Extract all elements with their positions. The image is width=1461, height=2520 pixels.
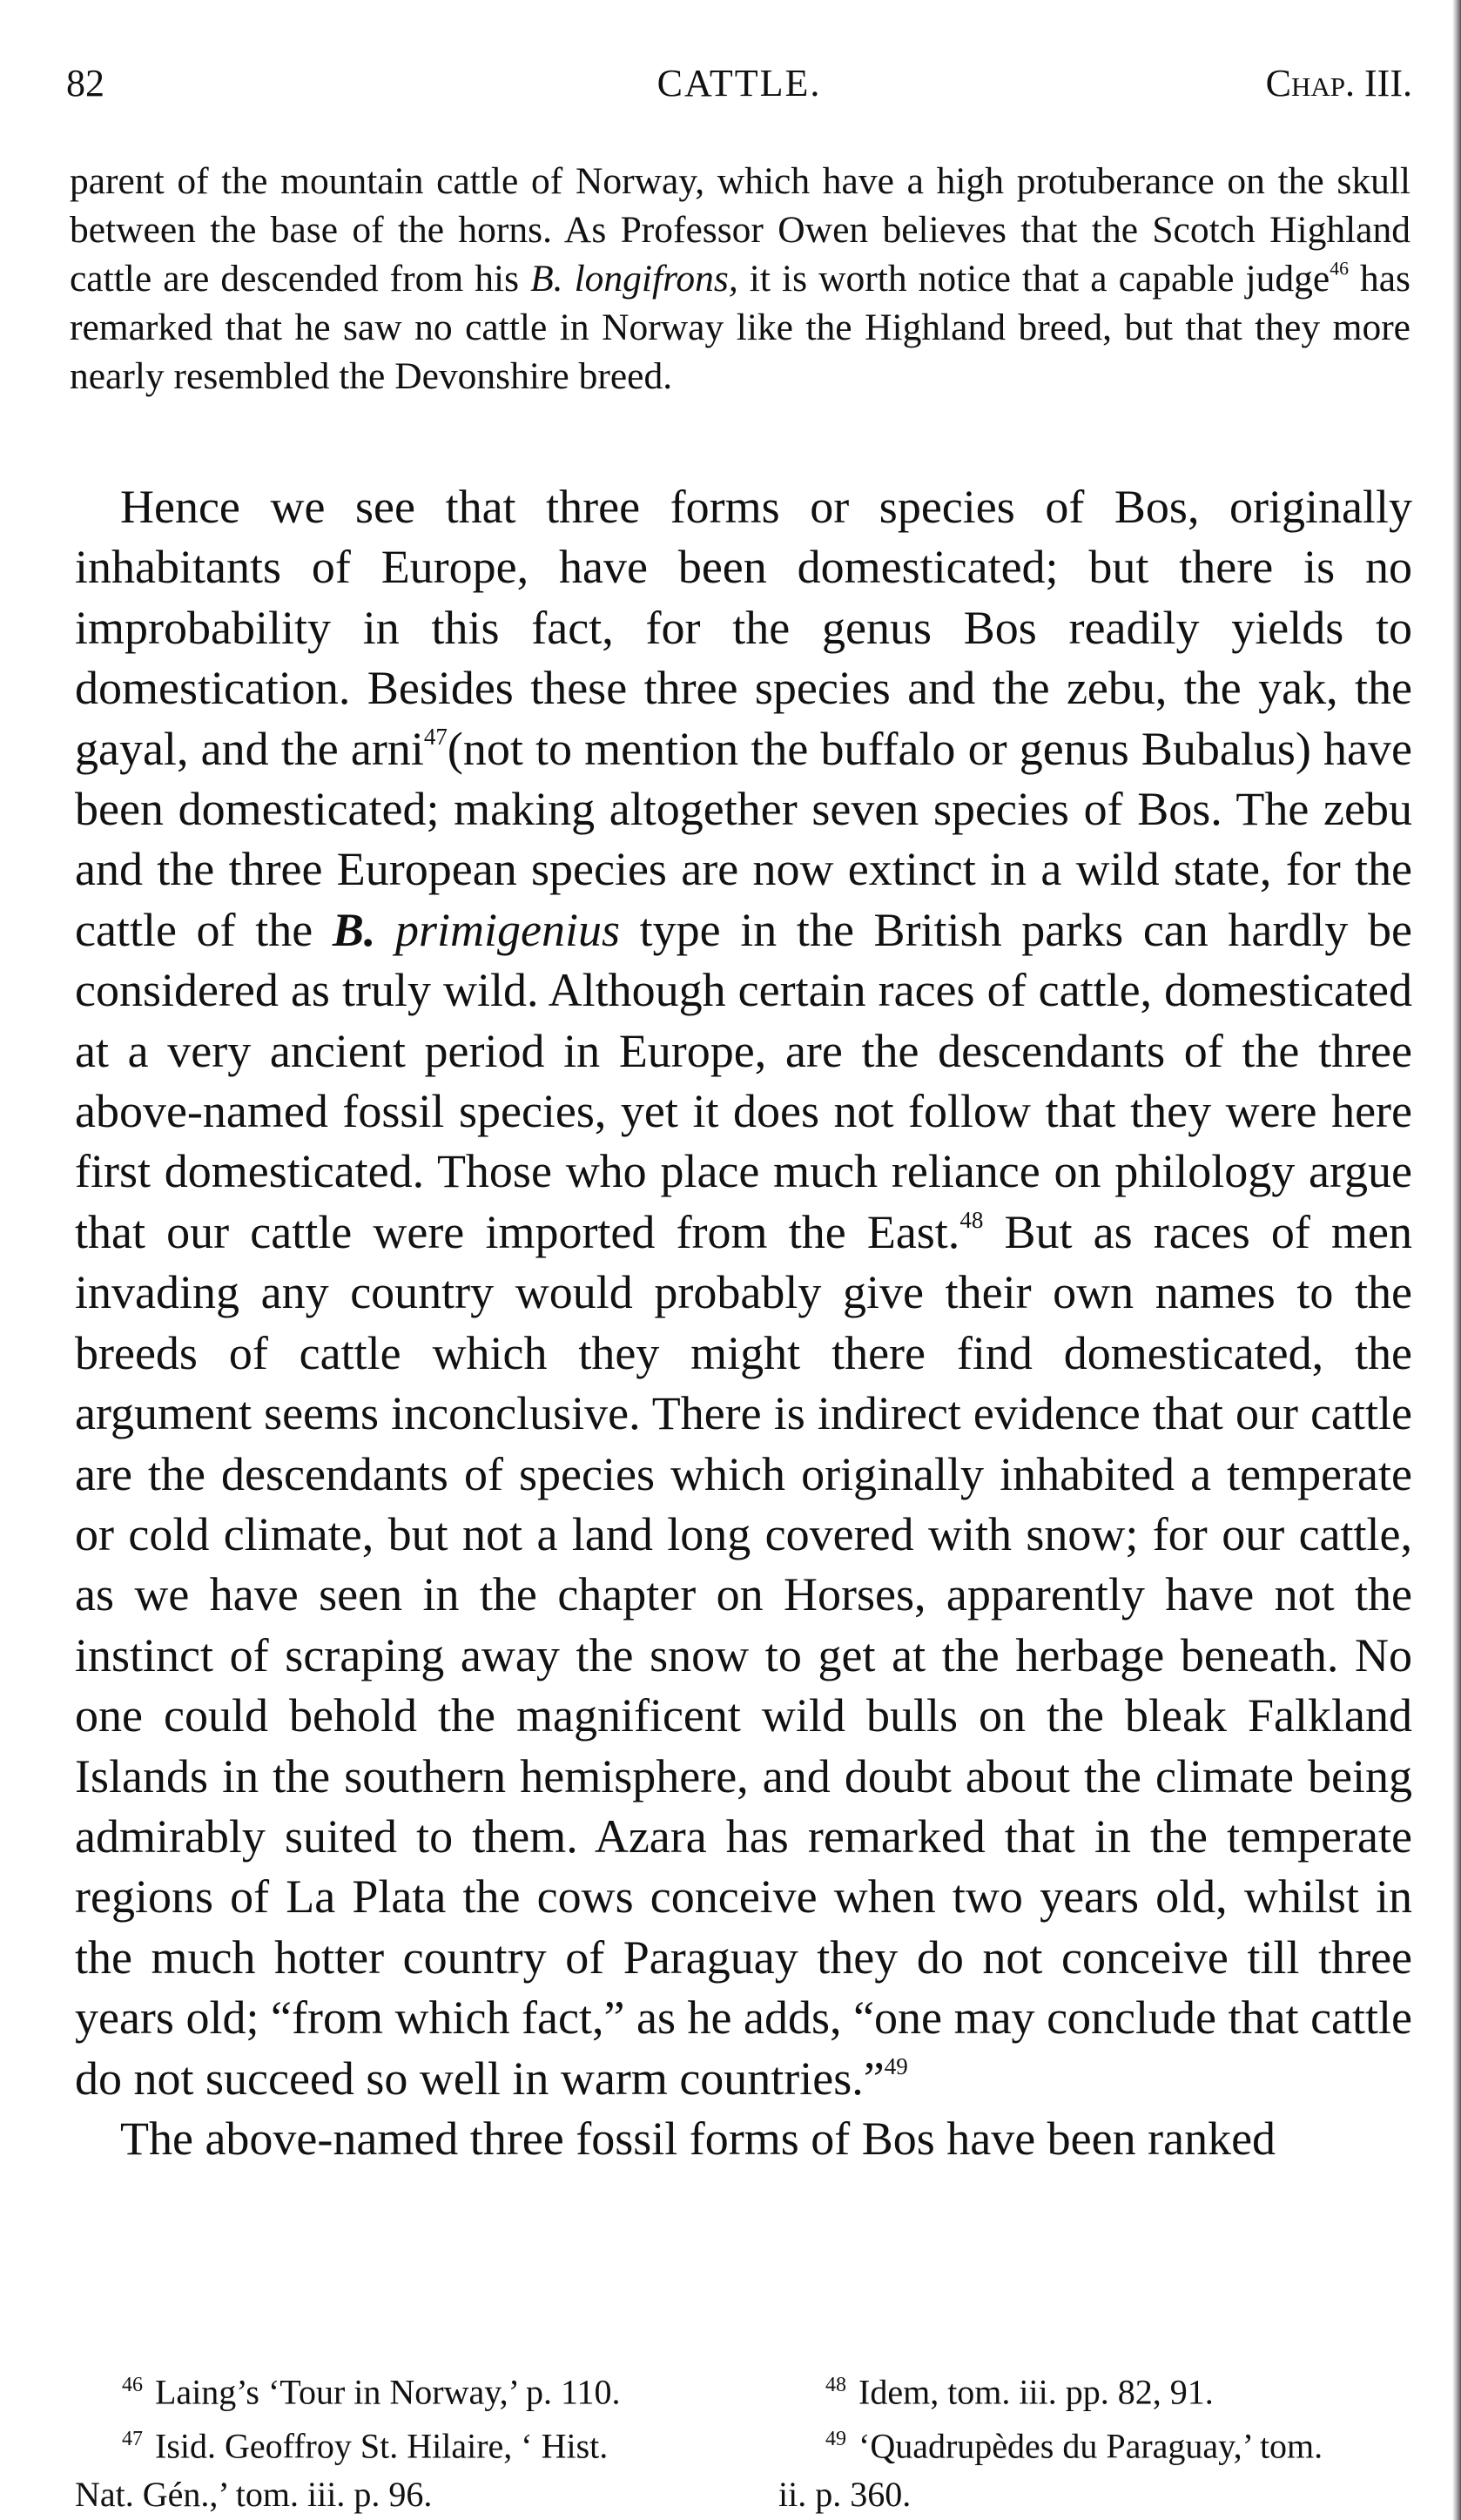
footnote xyxy=(778,2416,1412,2517)
intro-text-part: parent of the mountain cattle of Norway, which have a high protuberance on the skull between the base of the horns. As Professor Owen believes that the Scotch Highland cattle are descended from his xyxy=(70,160,1411,300)
footnote xyxy=(778,2362,1412,2416)
footnote-number: 48 xyxy=(825,2374,846,2396)
intro-text-part: it is worth notice that a capable judge xyxy=(737,258,1330,300)
footnote-ref: 46 xyxy=(1330,258,1349,280)
footnote-column-left xyxy=(75,2362,737,2518)
main-text xyxy=(75,477,1412,2169)
paragraph-text: But as races of men invading any country would probably give their own names to the breeds of cattle which they might there find domesticated, the argument seems inconclusive. There is indirect evidence that our cattle are the descendants of species which originally inhabited a temperate or cold climate, but not a land long covered with snow; for our cattle, as we have seen in the chapter on Horses, apparently have not the instinct of scraping away the snow to get at the herbage beneath. No one could behold the magnificent wild bulls on the bleak Falkland Islands in the southern hemisphere, and doubt about the climate being admirably suited to them. Azara has remarked that in the temperate regions of La Plata the cows conceive when two years old, whilst in the much hotter country of Paraguay they do not conceive till three years old; “from which fact,” as he adds, “one may conclude that cattle do not succeed so well in warm countries.” xyxy=(75,1205,1412,2105)
page-edge-shadow xyxy=(1452,0,1461,2520)
running-title: CATTLE. xyxy=(656,62,822,104)
footnote xyxy=(75,2416,737,2517)
paragraph-text: Hence we see that three forms or species of Bos, originally inhabitants of Europe, have been domesticated; but there is no improbability in this fact, for the genus Bos readily yields to domestication. Besides these three species and the zebu, the yak, the gayal, and the arni xyxy=(75,481,1412,775)
species-name: primigenius xyxy=(395,903,621,956)
intro-text-part: has remarked that he saw no cattle in Norway like the Highland breed, but that they more nearly resembled the Devonshire breed. xyxy=(70,258,1411,397)
footnote-number: 49 xyxy=(825,2428,846,2451)
species-name: B. longifrons, xyxy=(530,258,738,300)
species-name: B. xyxy=(332,903,376,956)
footnote-column-right xyxy=(778,2362,1412,2518)
chapter-label: Chap. III. xyxy=(1265,62,1412,104)
footnote-number: 47 xyxy=(122,2428,143,2451)
intro-paragraph xyxy=(70,157,1411,401)
footnote-text: ‘Quadrupèdes du Paraguay,’ tom. xyxy=(858,2426,1323,2466)
footnote-text: Nat. Gén.,’ tom. iii. p. 96. xyxy=(75,2474,433,2514)
footnote-number: 46 xyxy=(122,2374,143,2396)
footnote-text: ii. p. 360. xyxy=(778,2474,912,2514)
paragraph-text: (not to mention the buffalo or genus Bubalus) have been domesticated; making altogether seven species of Bos. The zebu and the three European species are now extinct in a wild state, for the cattle of the xyxy=(75,722,1412,956)
footnote-text: Isid. Geoffroy St. Hilaire, ‘ Hist. xyxy=(155,2426,609,2466)
footnote-ref: 49 xyxy=(884,2052,908,2079)
page-number: 82 xyxy=(66,62,104,104)
footnote-ref: 47 xyxy=(423,723,448,750)
footnote xyxy=(75,2362,737,2416)
footnote-ref: 48 xyxy=(959,1206,984,1233)
paragraph-text: type in the British parks can hardly be considered as truly wild. Although certain races of cattle, domesticated at a very ancient period in Europe, are the descendants of the three above-named fossil species, yet it does not follow that they were here first domesticated. Those who place much reliance on philology argue that our cattle were imported from the East. xyxy=(75,903,1412,1258)
running-header xyxy=(66,57,1412,110)
footnote-text: Idem, tom. iii. pp. 82, 91. xyxy=(858,2372,1214,2412)
paragraph: The above-named three fossil forms of Bos have been ranked xyxy=(120,2112,1276,2165)
paragraph xyxy=(75,477,1412,2109)
footnote-text: Laing’s ‘Tour in Norway,’ p. 110. xyxy=(155,2372,621,2412)
intro-text xyxy=(70,157,1411,401)
